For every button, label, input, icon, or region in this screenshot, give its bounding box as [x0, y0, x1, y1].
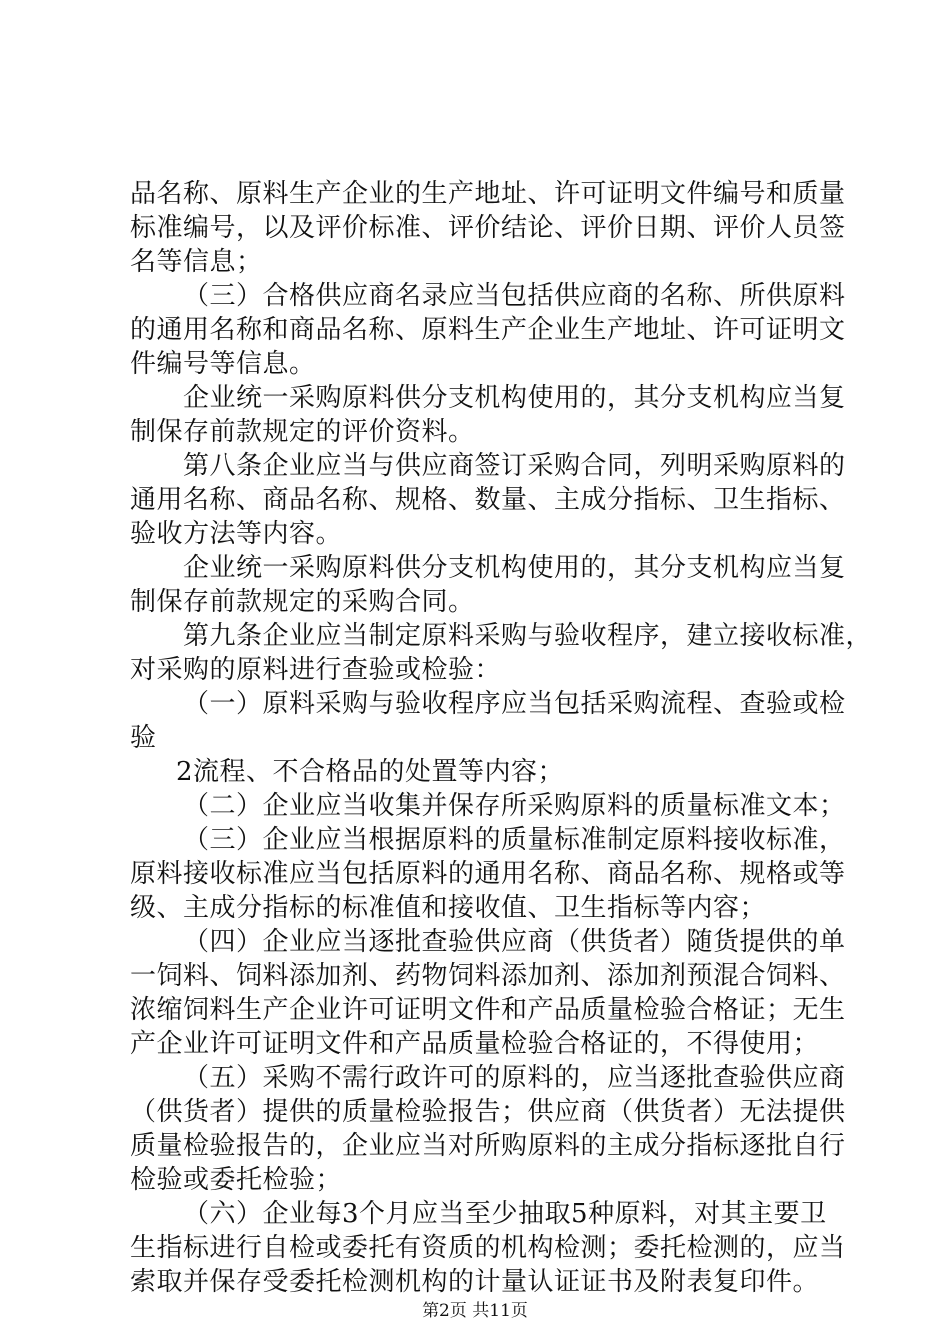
text-line: （六）企业每3个月应当至少抽取5种原料，对其主要卫: [183, 1199, 827, 1229]
text-line: 名等信息；: [130, 247, 263, 277]
text-line: （一）原料采购与验收程序应当包括采购流程、查验或检: [183, 689, 846, 719]
text-line: 品名称、原料生产企业的生产地址、许可证明文件编号和质量: [130, 179, 846, 209]
text-line: 的通用名称和商品名称、原料生产企业生产地址、许可证明文: [130, 315, 846, 345]
text-line: 检验或委托检验；: [130, 1165, 343, 1195]
text-line: 企业统一采购原料供分支机构使用的，其分支机构应当复: [183, 383, 846, 413]
text-line: 一饲料、饲料添加剂、药物饲料添加剂、添加剂预混合饲料、: [130, 961, 846, 991]
text-line: （三）合格供应商名录应当包括供应商的名称、所供原料: [183, 281, 846, 311]
text-line: 2流程、不合格品的处置等内容；: [176, 757, 565, 787]
text-line: 制保存前款规定的采购合同。: [130, 587, 475, 617]
text-line: 质量检验报告的，企业应当对所购原料的主成分指标逐批自行: [130, 1131, 846, 1161]
text-line: （二）企业应当收集并保存所采购原料的质量标准文本；: [183, 791, 846, 821]
text-line: 第九条企业应当制定原料采购与验收程序，建立接收标准，: [183, 621, 873, 651]
text-line: 产企业许可证明文件和产品质量检验合格证的，不得使用；: [130, 1029, 820, 1059]
text-line: （供货者）提供的质量检验报告；供应商（供货者）无法提供: [130, 1097, 846, 1127]
text-line: （三）企业应当根据原料的质量标准制定原料接收标准，: [183, 825, 846, 855]
page-footer: 第2页 共11页: [422, 1301, 528, 1321]
text-line: 制保存前款规定的评价资料。: [130, 417, 475, 447]
text-line: 验: [130, 723, 157, 753]
text-line: （四）企业应当逐批查验供应商（供货者）随货提供的单: [183, 927, 846, 957]
text-line: 标准编号，以及评价标准、评价结论、评价日期、评价人员签: [130, 213, 846, 243]
text-line: 企业统一采购原料供分支机构使用的，其分支机构应当复: [183, 553, 846, 583]
text-line: 件编号等信息。: [130, 349, 316, 379]
text-line: 级、主成分指标的标准值和接收值、卫生指标等内容；: [130, 893, 767, 923]
text-line: 原料接收标准应当包括原料的通用名称、商品名称、规格或等: [130, 859, 846, 889]
text-line: 通用名称、商品名称、规格、数量、主成分指标、卫生指标、: [130, 485, 846, 515]
text-line: 生指标进行自检或委托有资质的机构检测；委托检测的，应当: [130, 1233, 846, 1263]
text-line: 验收方法等内容。: [130, 519, 343, 549]
text-line: 第八条企业应当与供应商签订采购合同，列明采购原料的: [183, 451, 846, 481]
text-line: （五）采购不需行政许可的原料的，应当逐批查验供应商: [183, 1063, 846, 1093]
text-line: 索取并保存受委托检测机构的计量认证证书及附表复印件。: [130, 1267, 820, 1297]
text-line: 对采购的原料进行查验或检验：: [130, 655, 502, 685]
text-line: 浓缩饲料生产企业许可证明文件和产品质量检验合格证；无生: [130, 995, 846, 1025]
